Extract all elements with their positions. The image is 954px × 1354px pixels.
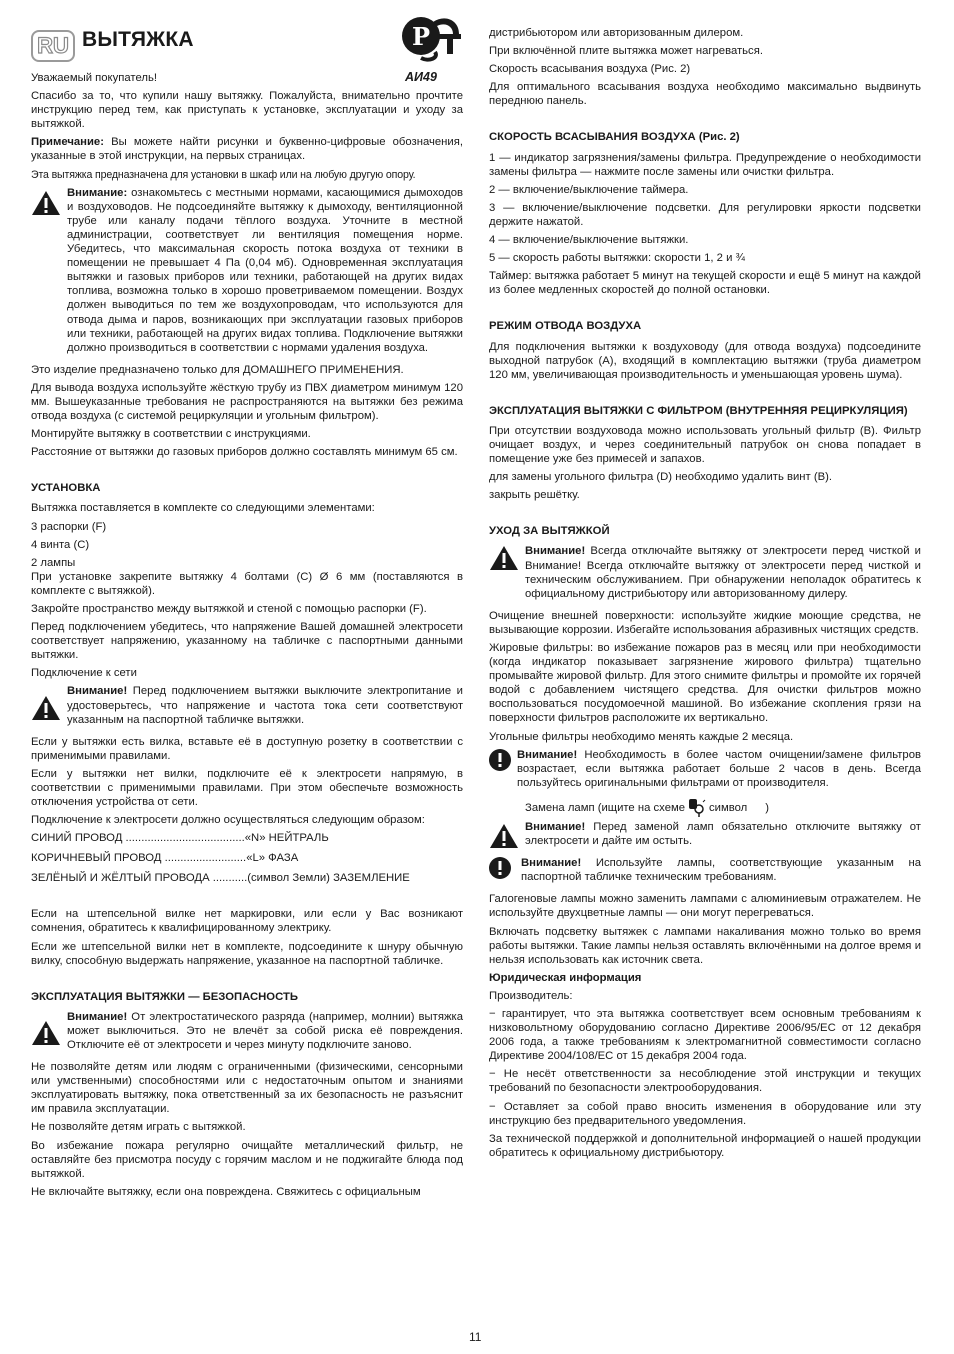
attention-block-lamp-spec: [489, 856, 921, 888]
rst-certification-logo: [399, 12, 465, 64]
install-title: УСТАНОВКА: [31, 482, 101, 495]
wiring-intro: Подключение к электросети должно осуществляться следующим образом:: [31, 814, 425, 827]
warning-label: Внимание!: [525, 545, 586, 558]
care-carbon: Угольные фильтры необходимо менять каждые 2 месяца.: [489, 730, 794, 743]
warning-cleaning-body: Всегда отключайте вытяжку от электросети перед чисткой и Внимание! Всегда отключайте вытяжку от электросети перед чисткой и техническим обслуживанием. При обнаружении неполадок обратитесь к официальному дистрибьютору или авторизованному дилеру.: [525, 545, 921, 600]
wire-brown: КОРИЧНЕВЫЙ ПРОВОД ..........................«L» ФАЗА: [31, 852, 299, 865]
safety-fire: Во избежание пожара регулярно очищайте металлический фильтр, не оставляйте без присмотра посуду с горячим маслом и не поджигайте блюда под вытяжкой.: [31, 1139, 463, 1180]
wire-green-yellow: ЗЕЛЁНЫЙ И ЖЁЛТЫЙ ПРОВОДА ...........(символ Земли) ЗАЗЕМЛЕНИЕ: [31, 872, 410, 885]
warning-block-cleaning: [489, 544, 921, 604]
exclamation-circle-icon: [489, 856, 521, 888]
control-4: 4 — включение/выключение вытяжки.: [489, 234, 689, 247]
warning-power-text: [67, 684, 463, 726]
filter-title: ЭКСПЛУАТАЦИЯ ВЫТЯЖКИ С ФИЛЬТРОМ (ВНУТРЕННЯЯ РЕЦИРКУЛЯЦИЯ): [489, 404, 908, 417]
home-use-paragraph: Это изделие предназначено только для ДОМАШНЕГО ПРИМЕНЕНИЯ.: [31, 363, 404, 376]
legal-support: За технической поддержкой и дополнительной информацией о нашей продукции обратитесь к официальному дистрибьютору.: [489, 1132, 921, 1159]
distance-paragraph: Расстояние от вытяжки до газовых приборов должно составлять минимум 65 см.: [31, 446, 458, 459]
greeting: Уважаемый покупатель!: [31, 72, 157, 84]
attention-lamp-spec-body: Используйте лампы, соответствующие указанным на паспортной табличке техническим требованиям.: [521, 857, 921, 884]
attention-filters-text: [517, 748, 921, 790]
lamp-text-c: ): [765, 801, 770, 814]
note-label: Примечание:: [31, 136, 104, 149]
kit-item-spacers: 3 распорки (F): [31, 520, 107, 533]
page-title: ВЫТЯЖКА: [82, 28, 194, 51]
attention-filters-body: Необходимость в более частом очищении/замене фильтров возрастает, если вытяжка работает больше 2 часов в день. Всегда пользуйтесь оригинальными фильтрами от производителя.: [517, 748, 921, 789]
warning-label: Внимание!: [525, 820, 586, 833]
warning-ducts-text: [67, 186, 463, 355]
warning-triangle-icon: [31, 684, 67, 730]
exhaust-text: Для подключения вытяжки к воздуховоду (для отвода воздуха) подсоедините выходной патрубок (А), входящий в комплектацию вытяжки (труба диаметром 120 мм, увеличивающая производительность и уменьшающая уровень шума).: [489, 340, 921, 381]
install-connect: Подключение к сети: [31, 667, 137, 680]
warning-label: Внимание!: [67, 1010, 128, 1023]
hot-warning: При включённой плите вытяжка может нагреваться.: [489, 45, 763, 58]
safety-play: Не позволяйте детям играть с вытяжкой.: [31, 1121, 246, 1134]
language-badge: RU: [31, 30, 75, 62]
attention-lamp-spec-text: [521, 856, 921, 884]
kit-item-screws: 4 винта (C): [31, 538, 90, 551]
legal-changes: − Оставляет за собой право вносить изменения в оборудование или эту инструкцию без предварительного уведомления.: [489, 1100, 921, 1127]
plug-unmarked: Если на штепсельной вилке нет маркировки, или если у Вас возникают сомнения, обратитесь к квалифицированному электрику.: [31, 908, 463, 935]
intro-paragraph: Спасибо за то, что купили нашу вытяжку. Пожалуйста, внимательно прочтите инструкцию перед тем, как приступать к установке, эксплуатации и уходу за вытяжкой.: [31, 90, 463, 131]
legal-responsibility: − Не несёт ответственности за несоблюдение этой инструкции и текущих требований по безопасности электрооборудования.: [489, 1068, 921, 1095]
control-2: 2 — включение/выключение таймера.: [489, 183, 689, 196]
warning-triangle-icon: [489, 820, 525, 852]
exhaust-title: РЕЖИМ ОТВОДА ВОЗДУХА: [489, 320, 642, 333]
lamp-replacement-line: [525, 798, 921, 818]
warning-label: Внимание!: [517, 748, 578, 761]
warning-triangle-icon: [31, 1010, 67, 1056]
care-title: УХОД ЗА ВЫТЯЖКОЙ: [489, 525, 610, 538]
continued-text: дистрибьютором или авторизованным дилером.: [489, 27, 744, 39]
warning-label: Внимание!: [521, 857, 582, 870]
warning-power-body: Перед подключением вытяжки выключите электропитание и удостоверьтесь, что напряжение и частота тока сети соответствуют указанным на паспортной табличке вытяжки.: [67, 685, 463, 726]
lamp-symbol-icon: [688, 798, 706, 818]
install-voltage: Перед подключением убедитесь, что напряжение Вашей домашней электросети соответствует напряжению, указанному на табличке с паспортными данными вытяжки.: [31, 621, 463, 662]
warning-lamps-text: [525, 820, 921, 848]
safety-title: ЭКСПЛУАТАЦИЯ ВЫТЯЖКИ — БЕЗОПАСНОСТЬ: [31, 990, 298, 1003]
control-3: 3 — включение/выключение подсветки. Для регулировки яркости подсветки держите нажатой.: [489, 201, 921, 228]
cabinet-paragraph: Эта вытяжка предназначена для установки в шкаф или на любую другую опору.: [31, 168, 416, 181]
plug-absent: Если у вытяжки нет вилки, подключите её к электросети напрямую, в соответствии с применимыми правилами. При этом обеспечьте возможность отключения устройства от сети.: [31, 767, 463, 809]
kit-item-lamps: 2 лампы: [31, 556, 76, 569]
warning-block-lamps: [489, 820, 921, 852]
pipe-paragraph: Для вывода воздуха используйте жёсткую трубу из ПВХ диаметром минимум 120 мм. Вышеуказанные требования не распространяются на вытяжки без режима отвода воздуха (с системой рециркуляции и угольным фильтром).: [31, 381, 463, 423]
install-intro: Вытяжка поставляется в комплекте со следующими элементами:: [31, 502, 375, 515]
warning-static-body: От электростатического разряда (например, молнии) вытяжка может выключиться. Это не влечёт за собой риска её повреждения. Отключите её от электросети и через минуту подключите заново.: [67, 1010, 463, 1051]
install-bolts: При установке закрепите вытяжку 4 болтами (C) Ø 6 мм (поставляются в комплекте с вытяжкой).: [31, 570, 463, 597]
note-text: Вы можете найти рисунки и буквенно-цифровые обозначения, указанные в этой инструкции, на первых страницах.: [31, 136, 463, 163]
warning-cleaning-text: [525, 544, 921, 600]
control-5: 5 — скорость работы вытяжки: скорости 1, 2 и ¾: [489, 252, 745, 265]
page-number: 11: [469, 1330, 482, 1344]
warning-lamps-body: Перед заменой ламп обязательно отключите вытяжку от электросети и дайте им остыть.: [525, 820, 921, 848]
note-paragraph: [31, 135, 463, 163]
svg-text:P: P: [411, 22, 431, 51]
warning-label: Внимание:: [67, 186, 128, 199]
legal-guarantee: − гарантирует, что эта вытяжка соответствует всем основным требованиям к низковольтному оборудованию согласно Директиве 2006/95/ЕС от 12 декабря 2006 года, а также требованиям к электромагнитной совместимости согласно Директиве 2004/108/ЕС от 15 декабря 2004 года.: [489, 1007, 921, 1063]
incandescent-paragraph: Включать подсветку вытяжек с лампами накаливания можно только во время работы вытяжки. Такие лампы нельзя оставлять включёнными на долгое время и нельзя использовать как источник света.: [489, 925, 921, 966]
legal-maker: Производитель:: [489, 989, 573, 1002]
install-gap: Закройте пространство между вытяжкой и стеной с помощью распорки (F).: [31, 603, 427, 615]
warning-static-text: [67, 1010, 463, 1052]
mount-paragraph: Монтируйте вытяжку в соответствии с инструкциями.: [31, 428, 311, 441]
filter-close: закрыть решётку.: [489, 489, 580, 502]
speed-panel: Для оптимального всасывания воздуха необходимо максимально выдвинуть переднюю панель.: [489, 81, 921, 108]
speed-title: СКОРОСТЬ ВСАСЫВАНИЯ ВОЗДУХА (Рис. 2): [489, 131, 740, 144]
filter-text: При отсутствии воздуховода можно использовать угольный фильтр (В). Фильтр очищает воздух, и через соединительный патрубок он снова попадает в помещение уже без примесей и запахов.: [489, 424, 921, 466]
attention-block-filters: [489, 748, 921, 794]
safety-children: Не позволяйте детям или людям с ограниченными (физическими, сенсорными или умственными) способностями или с недостаточным опытом и знаниями эксплуатировать вытяжку, пока ответственный за их безопасность не разъяснит им правила эксплуатации.: [31, 1061, 463, 1116]
lamp-text-a: Замена ламп (ищите на схеме: [525, 801, 686, 814]
wire-blue: СИНИЙ ПРОВОД ......................................«N» НЕЙТРАЛЬ: [31, 832, 329, 845]
filter-replace: для замены угольного фильтра (D) необходимо удалить винт (В).: [489, 471, 833, 484]
warning-triangle-icon: [31, 186, 67, 359]
speed-figure-ref: Скорость всасывания воздуха (Рис. 2): [489, 63, 691, 76]
warning-ducts-body: ознакомьтесь с местными нормами, касающимися дымоходов и воздуховодов. Не подсоединяйте вытяжку к дымоходу, вентиляционной трубе или каналу подачи тёплого воздуха. Уточните в местной администрации, соответствует ли вентиляция помещения норме. Убедитесь, что максимальная скорость потока воздуха от техники в помещении не превышает 4 Па (0,04 мб). Одновременная эксплуатация вытяжки и газовых приборов или техники, работающей на других видах топлива, возможна только в хорошо проветриваемом помещении. Воздух должен выводиться по тем же воздухопроводам, что используются для отвода дыма и паров, возникающих при эксплуатации газовых приборов или техники, работающей на других видах топлива. Подключение вытяжки должно производиться в соответствии с нормами удаления воздуха.: [67, 186, 463, 354]
certification-code: АИ49: [405, 70, 437, 84]
care-grease: Жировые фильтры: во избежание пожаров раз в месяц или при необходимости (когда индикатор показывает загрязнение жирового фильтра) тщательно промывайте жировой фильтр. Для этого снимите фильтры и промойте их горячей водой с добавлением чистящего средства. Для очистки фильтров можно воспользоваться посудомоечной машиной. Во избежание скопления грязи на поверхности фильтров расположите их вертикально.: [489, 642, 921, 725]
right-column: [489, 26, 921, 1164]
warning-block-static: [31, 1010, 463, 1056]
warning-block-power: [31, 684, 463, 730]
care-surface: Очищение внешней поверхности: используйте жидкие моющие средства, не вызывающие коррозии. Избегайте использования абразивных чистящих средств.: [489, 609, 921, 636]
lamp-text-b: символ: [709, 801, 748, 814]
safety-damaged: Не включайте вытяжку, если она повреждена. Свяжитесь с официальным: [31, 1185, 421, 1198]
warning-label: Внимание!: [67, 685, 128, 698]
plug-missing: Если же штепсельной вилки нет в комплекте, подсоедините к шнуру обычную вилку, способную выдержать напряжение, указанное на паспортной табличке.: [31, 940, 463, 967]
control-1: 1 — индикатор загрязнения/замены фильтра. Предупреждение о необходимости замены фильтра — нажмите после замены или очистки фильтра.: [489, 151, 921, 178]
legal-title: Юридическая информация: [489, 971, 642, 984]
halogen-paragraph: Галогеновые лампы можно заменить лампами с алюминиевым отражателем. Не используйте двухцветные лампы — они могут перегреваться.: [489, 893, 921, 920]
left-column: [31, 0, 463, 1203]
warning-triangle-icon: [489, 544, 525, 604]
exclamation-circle-icon: [489, 748, 517, 794]
plug-present: Если у вытяжки есть вилка, вставьте её в доступную розетку в соответствии с применимыми правилами.: [31, 735, 463, 762]
timer-description: Таймер: вытяжка работает 5 минут на текущей скорости и ещё 5 минут на каждой из более медленных скоростей до полной остановки.: [489, 270, 921, 297]
warning-block-ducts: [31, 186, 463, 359]
